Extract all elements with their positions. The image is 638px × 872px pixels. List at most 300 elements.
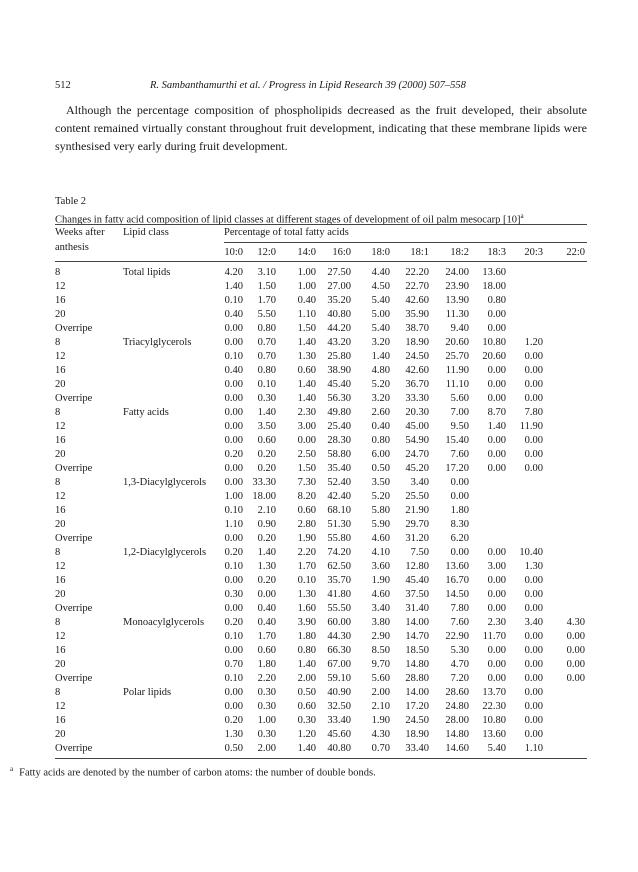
- value-cell: 3.40: [410, 477, 429, 488]
- value-cell: 0.00: [224, 407, 243, 418]
- value-cell: 0.00: [224, 421, 243, 432]
- value-cell: 0.00: [450, 547, 469, 558]
- value-cell: 5.80: [371, 505, 390, 516]
- value-cell: 59.10: [327, 673, 351, 684]
- table-row: [55, 364, 595, 378]
- value-cell: 14.50: [445, 589, 469, 600]
- value-cell: 31.20: [405, 533, 429, 544]
- table-row: [55, 588, 595, 602]
- table-row: [55, 462, 595, 476]
- value-cell: 38.70: [405, 323, 429, 334]
- value-cell: 0.00: [297, 435, 316, 446]
- fatty-acid-header: 14:0: [297, 247, 316, 258]
- value-cell: 0.60: [257, 645, 276, 656]
- value-cell: 0.00: [487, 323, 506, 334]
- table-row: [55, 518, 595, 532]
- value-cell: 0.10: [224, 295, 243, 306]
- weeks-cell: 20: [55, 519, 66, 530]
- table-title-text: Changes in fatty acid composition of lipid classes at different stages of development of oil palm mesocarp [10]: [55, 214, 521, 226]
- value-cell: 0.20: [224, 449, 243, 460]
- fatty-acid-header: 18:0: [371, 247, 390, 258]
- value-cell: 2.30: [297, 407, 316, 418]
- value-cell: 3.50: [257, 421, 276, 432]
- value-cell: 11.90: [519, 421, 543, 432]
- value-cell: 2.00: [297, 673, 316, 684]
- lipid-class-group: [55, 476, 595, 546]
- lipid-class-group: [55, 406, 595, 476]
- value-cell: 4.30: [371, 729, 390, 740]
- value-cell: 14.80: [405, 659, 429, 670]
- value-cell: 1.10: [224, 519, 243, 530]
- lipid-class-group: [55, 266, 595, 336]
- weeks-cell: 12: [55, 281, 66, 292]
- value-cell: 0.00: [524, 575, 543, 586]
- value-cell: 0.00: [224, 687, 243, 698]
- value-cell: 0.00: [487, 435, 506, 446]
- value-cell: 9.50: [450, 421, 469, 432]
- value-cell: 5.90: [371, 519, 390, 530]
- value-cell: 0.30: [257, 701, 276, 712]
- column-header-group: Percentage of total fatty acids: [224, 227, 349, 238]
- value-cell: 5.20: [371, 379, 390, 390]
- value-cell: 23.90: [445, 281, 469, 292]
- value-cell: 0.20: [257, 575, 276, 586]
- value-cell: 0.20: [257, 463, 276, 474]
- weeks-cell: 20: [55, 379, 66, 390]
- value-cell: 56.30: [327, 393, 351, 404]
- table-bottom-rule: [55, 758, 587, 759]
- table-row: [55, 350, 595, 364]
- value-cell: 66.30: [327, 645, 351, 656]
- value-cell: 2.60: [371, 407, 390, 418]
- weeks-cell: 12: [55, 421, 66, 432]
- value-cell: 41.80: [327, 589, 351, 600]
- value-cell: 0.00: [224, 533, 243, 544]
- value-cell: 3.50: [371, 477, 390, 488]
- value-cell: 4.80: [371, 365, 390, 376]
- weeks-cell: 12: [55, 631, 66, 642]
- value-cell: 68.10: [327, 505, 351, 516]
- header-bottom-rule: [55, 261, 587, 262]
- value-cell: 28.30: [327, 435, 351, 446]
- value-cell: 0.30: [257, 729, 276, 740]
- value-cell: 40.90: [327, 687, 351, 698]
- table-row: [55, 658, 595, 672]
- value-cell: 9.40: [450, 323, 469, 334]
- value-cell: 1.40: [371, 351, 390, 362]
- table-row: [55, 574, 595, 588]
- value-cell: 12.80: [405, 561, 429, 572]
- weeks-cell: 16: [55, 295, 66, 306]
- value-cell: 0.30: [224, 589, 243, 600]
- value-cell: 0.00: [224, 701, 243, 712]
- value-cell: 49.80: [327, 407, 351, 418]
- value-cell: 18.90: [405, 337, 429, 348]
- weeks-cell: 8: [55, 477, 61, 488]
- value-cell: 0.60: [297, 701, 316, 712]
- value-cell: 0.20: [257, 533, 276, 544]
- weeks-cell: 12: [55, 491, 66, 502]
- weeks-cell: 20: [55, 309, 66, 320]
- table-row: [55, 714, 595, 728]
- value-cell: 2.00: [257, 743, 276, 754]
- value-cell: 28.60: [445, 687, 469, 698]
- table-row: [55, 742, 595, 756]
- value-cell: 5.60: [371, 673, 390, 684]
- value-cell: 0.00: [487, 463, 506, 474]
- value-cell: 1.50: [297, 463, 316, 474]
- value-cell: 7.50: [410, 547, 429, 558]
- value-cell: 27.50: [327, 267, 351, 278]
- value-cell: 0.50: [297, 687, 316, 698]
- value-cell: 1.10: [524, 743, 543, 754]
- value-cell: 4.60: [371, 533, 390, 544]
- value-cell: 0.80: [487, 295, 506, 306]
- value-cell: 15.40: [445, 435, 469, 446]
- value-cell: 35.40: [327, 463, 351, 474]
- value-cell: 44.20: [327, 323, 351, 334]
- table-body: [55, 266, 595, 756]
- value-cell: 74.20: [327, 547, 351, 558]
- value-cell: 10.80: [482, 715, 506, 726]
- value-cell: 45.60: [327, 729, 351, 740]
- value-cell: 0.80: [257, 365, 276, 376]
- value-cell: 1.70: [257, 631, 276, 642]
- value-cell: 0.00: [566, 673, 585, 684]
- table-row: [55, 728, 595, 742]
- value-cell: 0.00: [487, 589, 506, 600]
- weeks-cell: 8: [55, 407, 61, 418]
- weeks-cell: 16: [55, 505, 66, 516]
- value-cell: 3.20: [371, 337, 390, 348]
- value-cell: 54.90: [405, 435, 429, 446]
- table-row: [55, 490, 595, 504]
- value-cell: 28.00: [445, 715, 469, 726]
- value-cell: 29.70: [405, 519, 429, 530]
- weeks-cell: 8: [55, 547, 61, 558]
- value-cell: 40.80: [327, 309, 351, 320]
- value-cell: 17.20: [445, 463, 469, 474]
- value-cell: 45.40: [327, 379, 351, 390]
- value-cell: 0.00: [487, 309, 506, 320]
- value-cell: 25.70: [445, 351, 469, 362]
- fatty-acid-header: 10:0: [224, 247, 243, 258]
- table-row: [55, 602, 595, 616]
- value-cell: 42.40: [327, 491, 351, 502]
- value-cell: 14.00: [405, 687, 429, 698]
- value-cell: 0.00: [450, 477, 469, 488]
- value-cell: 24.50: [405, 715, 429, 726]
- value-cell: 8.30: [450, 519, 469, 530]
- weeks-cell: 12: [55, 561, 66, 572]
- value-cell: 28.80: [405, 673, 429, 684]
- value-cell: 1.40: [297, 337, 316, 348]
- weeks-cell: Overripe: [55, 323, 93, 334]
- caption-note-mark: a: [520, 212, 524, 220]
- value-cell: 35.20: [327, 295, 351, 306]
- value-cell: 1.40: [297, 659, 316, 670]
- value-cell: 0.50: [224, 743, 243, 754]
- value-cell: 2.10: [371, 701, 390, 712]
- value-cell: 1.00: [257, 715, 276, 726]
- value-cell: 1.40: [257, 407, 276, 418]
- value-cell: 4.70: [450, 659, 469, 670]
- value-cell: 24.80: [445, 701, 469, 712]
- weeks-cell: 20: [55, 729, 66, 740]
- value-cell: 0.00: [224, 477, 243, 488]
- value-cell: 6.00: [371, 449, 390, 460]
- value-cell: 4.30: [566, 617, 585, 628]
- value-cell: 0.20: [224, 547, 243, 558]
- value-cell: 43.20: [327, 337, 351, 348]
- value-cell: 0.40: [371, 421, 390, 432]
- weeks-cell: Overripe: [55, 603, 93, 614]
- value-cell: 33.40: [327, 715, 351, 726]
- value-cell: 2.90: [371, 631, 390, 642]
- table-row: [55, 532, 595, 546]
- value-cell: 22.90: [445, 631, 469, 642]
- value-cell: 1.40: [297, 379, 316, 390]
- value-cell: 0.10: [224, 561, 243, 572]
- value-cell: 0.70: [371, 743, 390, 754]
- value-cell: 0.10: [224, 505, 243, 516]
- value-cell: 0.00: [257, 589, 276, 600]
- value-cell: 35.90: [405, 309, 429, 320]
- value-cell: 7.80: [524, 407, 543, 418]
- weeks-cell: 16: [55, 645, 66, 656]
- value-cell: 0.00: [224, 575, 243, 586]
- value-cell: 3.20: [371, 393, 390, 404]
- value-cell: 0.10: [224, 631, 243, 642]
- value-cell: 33.30: [252, 477, 276, 488]
- value-cell: 0.00: [566, 631, 585, 642]
- value-cell: 1.40: [487, 421, 506, 432]
- value-cell: 1.30: [297, 351, 316, 362]
- value-cell: 1.80: [257, 659, 276, 670]
- value-cell: 0.40: [224, 365, 243, 376]
- value-cell: 0.00: [450, 491, 469, 502]
- value-cell: 0.00: [224, 393, 243, 404]
- value-cell: 2.10: [257, 505, 276, 516]
- value-cell: 0.70: [224, 659, 243, 670]
- lipid-class-group: [55, 546, 595, 616]
- value-cell: 1.00: [224, 491, 243, 502]
- table-row: [55, 546, 595, 560]
- weeks-cell: 12: [55, 701, 66, 712]
- value-cell: 0.70: [257, 337, 276, 348]
- value-cell: 0.00: [487, 575, 506, 586]
- value-cell: 2.30: [487, 617, 506, 628]
- value-cell: 3.80: [371, 617, 390, 628]
- value-cell: 0.40: [257, 617, 276, 628]
- value-cell: 0.00: [524, 631, 543, 642]
- table-row: [55, 308, 595, 322]
- value-cell: 0.00: [487, 449, 506, 460]
- value-cell: 0.00: [224, 435, 243, 446]
- value-cell: 1.00: [297, 267, 316, 278]
- value-cell: 0.10: [224, 351, 243, 362]
- value-cell: 0.50: [371, 463, 390, 474]
- column-header-weeks: Weeks after anthesis: [55, 227, 105, 253]
- weeks-cell: 16: [55, 435, 66, 446]
- fatty-acid-header: 18:2: [450, 247, 469, 258]
- value-cell: 0.30: [257, 393, 276, 404]
- value-cell: 0.10: [257, 379, 276, 390]
- table-row: [55, 686, 595, 700]
- value-cell: 38.90: [327, 365, 351, 376]
- value-cell: 0.80: [371, 435, 390, 446]
- value-cell: 2.20: [257, 673, 276, 684]
- value-cell: 13.60: [445, 561, 469, 572]
- value-cell: 8.70: [487, 407, 506, 418]
- value-cell: 8.20: [297, 491, 316, 502]
- value-cell: 1.40: [297, 393, 316, 404]
- lipid-class-cell: Monoacylglycerols: [123, 617, 205, 628]
- value-cell: 1.30: [524, 561, 543, 572]
- value-cell: 7.00: [450, 407, 469, 418]
- value-cell: 0.00: [524, 393, 543, 404]
- value-cell: 1.40: [224, 281, 243, 292]
- value-cell: 2.80: [297, 519, 316, 530]
- value-cell: 0.80: [297, 645, 316, 656]
- value-cell: 5.60: [450, 393, 469, 404]
- value-cell: 55.80: [327, 533, 351, 544]
- value-cell: 42.60: [405, 365, 429, 376]
- value-cell: 20.30: [405, 407, 429, 418]
- value-cell: 13.70: [482, 687, 506, 698]
- value-cell: 1.60: [297, 603, 316, 614]
- value-cell: 13.60: [482, 267, 506, 278]
- value-cell: 0.00: [524, 729, 543, 740]
- value-cell: 0.00: [524, 463, 543, 474]
- value-cell: 13.90: [445, 295, 469, 306]
- value-cell: 1.50: [257, 281, 276, 292]
- value-cell: 3.00: [487, 561, 506, 572]
- running-head: R. Sambanthamurthi et al. / Progress in Lipid Research 39 (2000) 507–558: [150, 80, 466, 91]
- fatty-acid-header: 20:3: [524, 247, 543, 258]
- weeks-cell: Overripe: [55, 463, 93, 474]
- value-cell: 0.20: [257, 449, 276, 460]
- table-row: [55, 420, 595, 434]
- value-cell: 1.30: [257, 561, 276, 572]
- value-cell: 0.40: [297, 295, 316, 306]
- value-cell: 5.40: [371, 323, 390, 334]
- table-footnote: [10, 765, 376, 779]
- value-cell: 0.00: [487, 645, 506, 656]
- table-row: [55, 560, 595, 574]
- value-cell: 0.00: [487, 547, 506, 558]
- value-cell: 0.00: [524, 701, 543, 712]
- value-cell: 33.40: [405, 743, 429, 754]
- value-cell: 45.20: [405, 463, 429, 474]
- value-cell: 0.00: [487, 673, 506, 684]
- weeks-cell: 12: [55, 351, 66, 362]
- value-cell: 55.50: [327, 603, 351, 614]
- lipid-class-group: [55, 336, 595, 406]
- value-cell: 0.10: [297, 575, 316, 586]
- weeks-cell: Overripe: [55, 533, 93, 544]
- value-cell: 20.60: [445, 337, 469, 348]
- value-cell: 1.80: [450, 505, 469, 516]
- value-cell: 0.70: [257, 351, 276, 362]
- table-row: [55, 392, 595, 406]
- table-caption: [55, 195, 595, 228]
- table-row: [55, 630, 595, 644]
- value-cell: 0.20: [224, 715, 243, 726]
- value-cell: 0.00: [487, 659, 506, 670]
- value-cell: 14.80: [445, 729, 469, 740]
- value-cell: 4.60: [371, 589, 390, 600]
- table-row: [55, 434, 595, 448]
- lipid-class-cell: 1,2-Diacylglycerols: [123, 547, 207, 558]
- value-cell: 51.30: [327, 519, 351, 530]
- lipid-class-cell: Total lipids: [123, 267, 171, 278]
- value-cell: 5.40: [371, 295, 390, 306]
- value-cell: 2.50: [297, 449, 316, 460]
- value-cell: 24.50: [405, 351, 429, 362]
- value-cell: 58.80: [327, 449, 351, 460]
- value-cell: 27.00: [327, 281, 351, 292]
- table-row: [55, 294, 595, 308]
- value-cell: 0.60: [297, 365, 316, 376]
- value-cell: 1.40: [297, 743, 316, 754]
- value-cell: 4.50: [371, 281, 390, 292]
- value-cell: 0.00: [224, 379, 243, 390]
- value-cell: 0.00: [524, 659, 543, 670]
- value-cell: 25.50: [405, 491, 429, 502]
- value-cell: 0.00: [224, 337, 243, 348]
- value-cell: 45.40: [405, 575, 429, 586]
- value-cell: 8.50: [371, 645, 390, 656]
- value-cell: 0.00: [524, 365, 543, 376]
- group-header-rule: [224, 242, 587, 243]
- weeks-cell: 8: [55, 687, 61, 698]
- value-cell: 11.30: [445, 309, 469, 320]
- value-cell: 0.80: [257, 323, 276, 334]
- value-cell: 11.10: [445, 379, 469, 390]
- value-cell: 0.00: [487, 393, 506, 404]
- value-cell: 0.00: [487, 379, 506, 390]
- fatty-acid-header: 22:0: [566, 247, 585, 258]
- table-row: [55, 700, 595, 714]
- value-cell: 1.30: [297, 589, 316, 600]
- weeks-cell: 16: [55, 575, 66, 586]
- weeks-cell: 8: [55, 617, 61, 628]
- value-cell: 4.10: [371, 547, 390, 558]
- table-row: [55, 406, 595, 420]
- fatty-acid-header: 18:1: [410, 247, 429, 258]
- weeks-cell: 8: [55, 267, 61, 278]
- value-cell: 31.40: [405, 603, 429, 614]
- value-cell: 24.70: [405, 449, 429, 460]
- value-cell: 0.00: [524, 687, 543, 698]
- value-cell: 42.60: [405, 295, 429, 306]
- value-cell: 0.30: [297, 715, 316, 726]
- value-cell: 7.60: [450, 449, 469, 460]
- value-cell: 4.40: [371, 267, 390, 278]
- value-cell: 3.00: [297, 421, 316, 432]
- value-cell: 24.00: [445, 267, 469, 278]
- value-cell: 0.00: [566, 659, 585, 670]
- lipid-class-group: [55, 686, 595, 756]
- value-cell: 22.20: [405, 267, 429, 278]
- table-row: [55, 616, 595, 630]
- value-cell: 0.00: [487, 365, 506, 376]
- footnote-text: Fatty acids are denoted by the number of carbon atoms: the number of double bonds.: [19, 767, 376, 779]
- value-cell: 18.00: [482, 281, 506, 292]
- table-row: [55, 476, 595, 490]
- table-label: Table 2: [55, 196, 87, 207]
